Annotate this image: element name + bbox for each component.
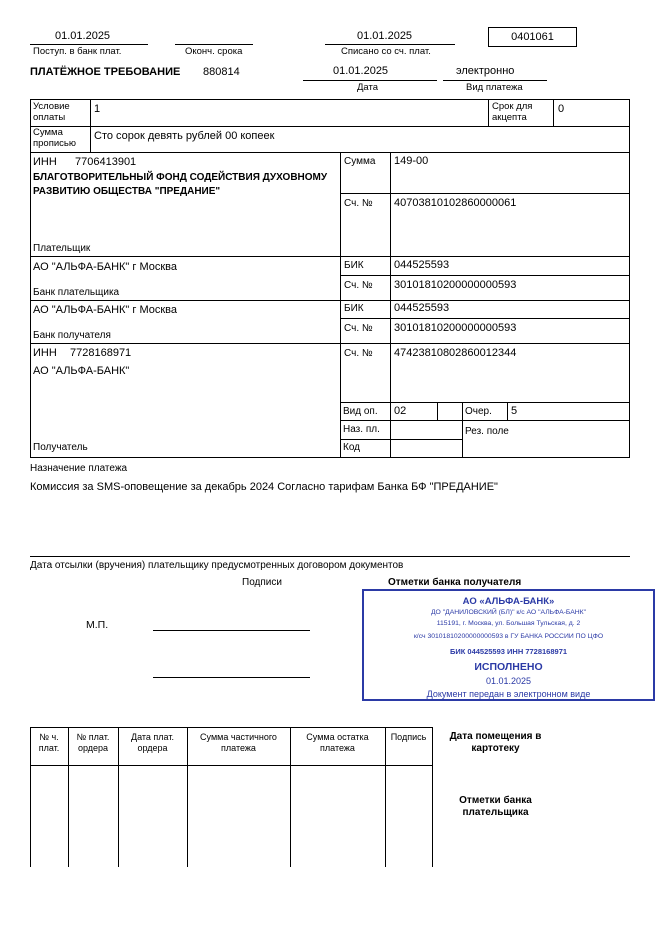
payee-inn-label: ИНН: [33, 347, 57, 359]
payee-account: 47423810802860012344: [394, 347, 517, 359]
op-kind-label: Вид оп.: [343, 406, 378, 417]
bank-stamp: [362, 589, 655, 701]
payer-bank-marks-label: Отметки банка плательщика: [459, 795, 532, 818]
underline: [325, 44, 455, 45]
payer-name-line2: РАЗВИТИЮ ОБЩЕСТВА "ПРЕДАНИЕ": [33, 186, 221, 197]
doc-title: ПЛАТЁЖНОЕ ТРЕБОВАНИЕ: [30, 66, 181, 78]
underline: [175, 44, 253, 45]
stamp-branch: ДО "ДАНИЛОВСКИЙ (БЛ)" к/с АО "АЛЬФА-БАНК": [430, 609, 587, 616]
purpose-code-label: Наз. пл.: [343, 424, 380, 435]
payer-bank-bik-label: БИК: [344, 260, 364, 271]
reserve-field-label: Рез. поле: [465, 426, 509, 437]
doc-number: 880814: [203, 66, 240, 78]
debited-date-label: Списано со сч. плат.: [341, 46, 431, 57]
amount-words-value: Сто сорок девять рублей 00 копеек: [94, 130, 275, 142]
purpose-label: Назначение платежа: [30, 463, 128, 474]
signature-line-1: [153, 630, 310, 631]
grid-line: [30, 727, 432, 728]
grid-line: [340, 318, 630, 319]
form-code: 0401061: [488, 27, 577, 47]
payee-name: АО "АЛЬФА-БАНК": [33, 365, 130, 377]
payer-bank-account: 30101810200000000593: [394, 279, 517, 291]
deadline-label: Оконч. срока: [185, 46, 243, 57]
signatures-label: Подписи: [242, 577, 282, 588]
grid-line: [340, 152, 341, 458]
grid-line: [432, 727, 433, 867]
payee-account-label: Сч. №: [344, 348, 373, 359]
amount-value: 149-00: [394, 155, 429, 167]
grid-line: [30, 256, 630, 257]
payer-account: 40703810102860000061: [394, 197, 517, 209]
amount-label: Сумма: [344, 156, 376, 167]
payment-condition-value: 1: [94, 103, 101, 115]
payer-bank-account-label: Сч. №: [344, 280, 373, 291]
payee-inn: 7728168971: [70, 347, 132, 359]
accept-term-value: 0: [558, 103, 565, 115]
payer-bank-bik: 044525593: [394, 259, 450, 271]
payer-bank-label: Банк плательщика: [33, 287, 120, 298]
doc-date-label: Дата: [357, 82, 379, 93]
stamp-date: 01.01.2025: [485, 675, 532, 686]
doc-date: 01.01.2025: [333, 65, 389, 77]
grid-line: [30, 765, 432, 766]
grid-line: [488, 99, 489, 126]
payee-bank-bik-label: БИК: [344, 303, 364, 314]
queue-value: 5: [511, 405, 518, 417]
payee-bank-account: 30101810200000000593: [394, 322, 517, 334]
dispatch-note: Дата отсылки (вручения) плательщику предусмотренных договором документов: [30, 560, 404, 571]
op-kind-value: 02: [394, 405, 407, 417]
grid-line: [30, 126, 630, 127]
grid-line: [340, 275, 630, 276]
signature-line-2: [153, 677, 310, 678]
grid-line: [30, 343, 630, 344]
payer-label: Плательщик: [33, 243, 91, 254]
partial-header-order-date: Дата плат. ордера: [131, 732, 174, 753]
received-date: 01.01.2025: [55, 30, 111, 42]
underline: [443, 80, 547, 81]
payer-inn-label: ИНН: [33, 156, 57, 168]
payment-kind: электронно: [456, 65, 515, 77]
bank-marks-label: Отметки банка получателя: [388, 577, 522, 588]
grid-line: [30, 300, 630, 301]
code-label: Код: [343, 442, 361, 453]
received-date-label: Поступ. в банк плат.: [33, 46, 122, 57]
stamp-mp-label: М.П.: [86, 619, 109, 631]
grid-line: [30, 152, 630, 153]
partial-header-signature: Подпись: [390, 732, 427, 742]
grid-line: [340, 193, 630, 194]
payee-bank-label: Банк получателя: [33, 330, 111, 341]
grid-line: [507, 402, 508, 420]
grid-line: [340, 439, 462, 440]
accept-term-label: Срок для акцепта: [492, 101, 533, 123]
payer-bank-name: АО "АЛЬФА-БАНК" г Москва: [33, 261, 177, 273]
purpose-text: Комиссия за SMS-оповещение за декабрь 2024 Согласно тарифам Банка БФ "ПРЕДАНИЕ": [30, 481, 498, 493]
grid-line: [340, 402, 630, 403]
payer-inn: 7706413901: [75, 156, 137, 168]
grid-line: [390, 152, 391, 458]
divider: [30, 556, 630, 557]
debited-date: 01.01.2025: [357, 30, 413, 42]
grid-line: [462, 402, 463, 458]
payer-name-line1: БЛАГОТВОРИТЕЛЬНЫЙ ФОНД СОДЕЙСТВИЯ ДУХОВНОМУ: [33, 172, 328, 183]
partial-header-partial-sum: Сумма частичного платежа: [200, 732, 277, 753]
grid-line: [90, 99, 91, 152]
queue-label: Очер.: [465, 406, 492, 417]
partial-header-order-number: № плат. ордера: [76, 732, 110, 753]
partial-header-rest-sum: Сумма остатка платежа: [306, 732, 369, 753]
grid-line: [553, 99, 554, 126]
payment-condition-label: Условие оплаты: [33, 101, 70, 123]
stamp-note: Документ передан в электронном виде: [426, 688, 591, 699]
stamp-bank-name: АО «АЛЬФА-БАНК»: [462, 596, 555, 607]
payment-kind-label: Вид платежа: [466, 82, 523, 93]
stamp-corr-account: к/сч 30101810200000000593 в ГУ БАНКА РОССИИ ПО ЦФО: [413, 633, 604, 640]
payee-bank-account-label: Сч. №: [344, 323, 373, 334]
stamp-status: ИСПОЛНЕНО: [474, 660, 543, 673]
grid-line: [437, 402, 438, 420]
payee-label: Получатель: [33, 442, 88, 453]
grid-line: [385, 727, 386, 867]
partial-header-number: № ч. плат.: [38, 732, 60, 753]
payee-bank-bik: 044525593: [394, 302, 450, 314]
stamp-address: 115191, г. Москва, ул. Большая Тульская, д. 2: [436, 619, 581, 627]
grid-line: [340, 420, 630, 421]
underline: [303, 80, 437, 81]
card-index-label: Дата помещения в картотеку: [449, 731, 542, 754]
underline: [30, 44, 148, 45]
amount-words-label: Сумма прописью: [33, 127, 76, 149]
stamp-bik-inn: БИК 044525593 ИНН 7728168971: [449, 646, 568, 656]
payee-bank-name: АО "АЛЬФА-БАНК" г Москва: [33, 304, 177, 316]
payer-account-label: Сч. №: [344, 198, 373, 209]
